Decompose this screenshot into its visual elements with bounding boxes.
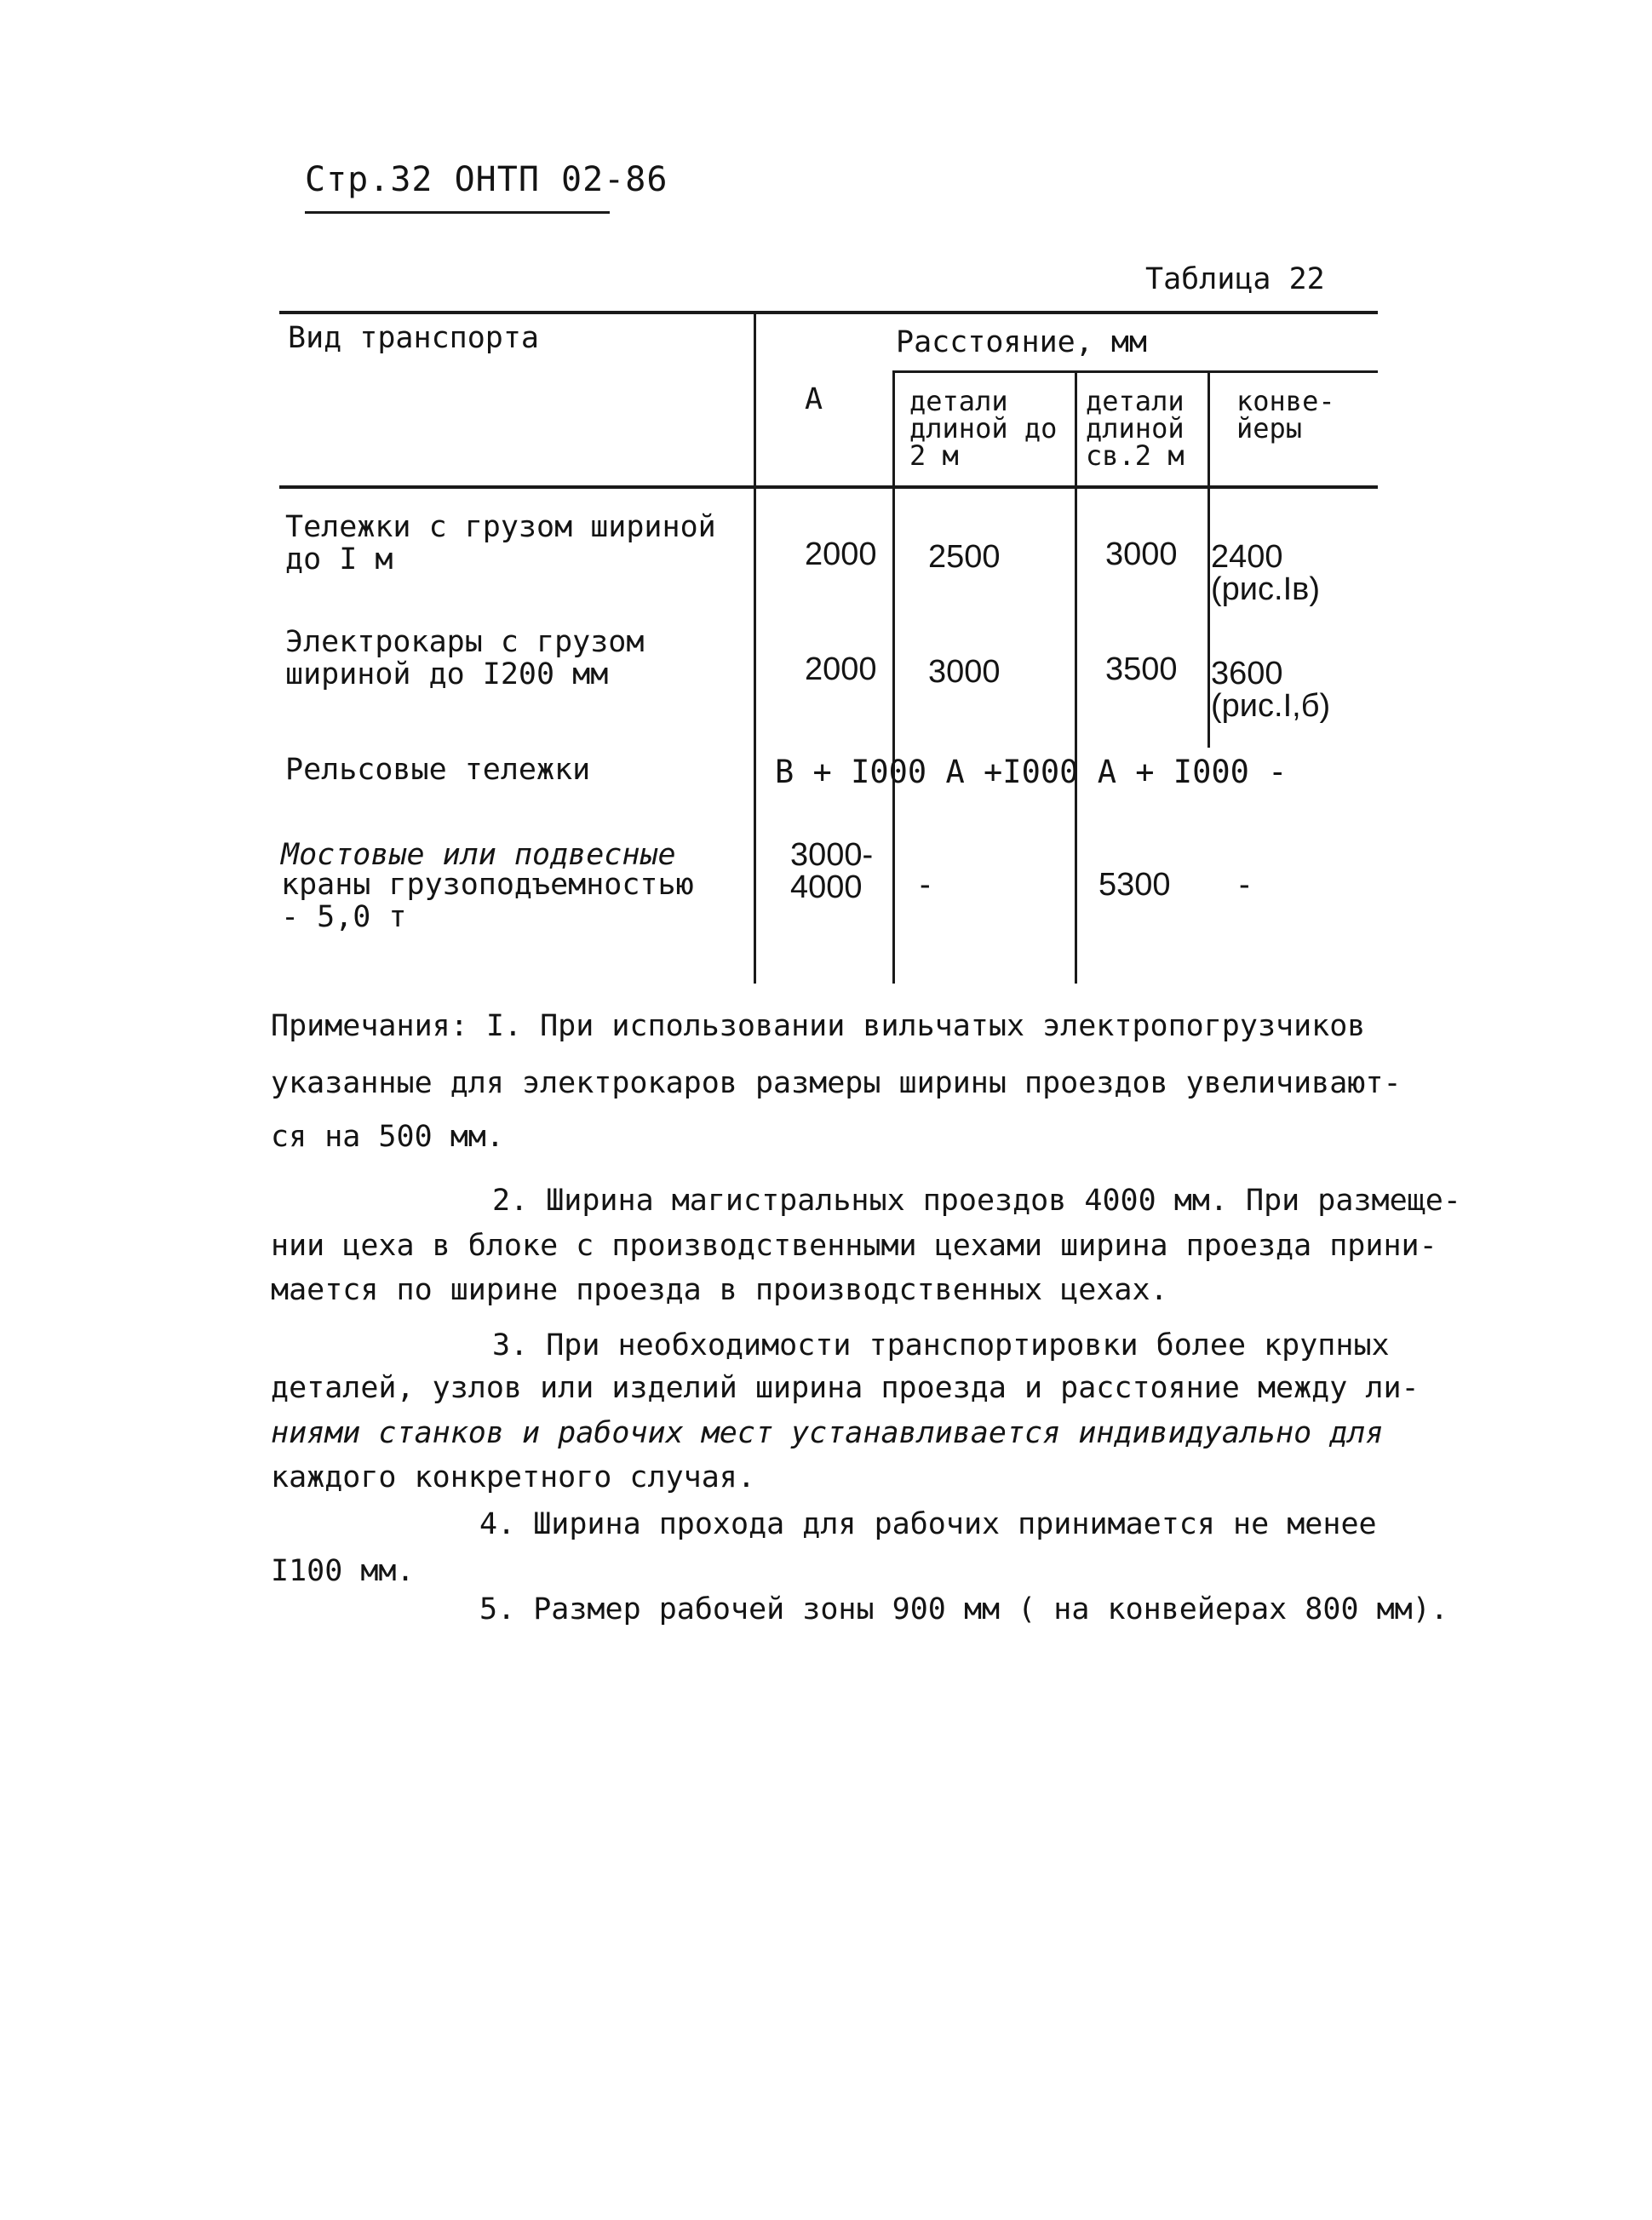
column-header-conveyors: конве- йеры <box>1236 385 1335 445</box>
column-header-distance: Расстояние, мм <box>896 325 1148 359</box>
note-line: ниями станков и рабочих мест устанавливается индивидуально для <box>271 1416 1384 1450</box>
note-line: ся на 500 мм. <box>271 1120 504 1154</box>
note-line: мается по ширине проезда в производственных цехах. <box>271 1273 1168 1307</box>
table-vline-2 <box>892 373 895 984</box>
table-vline-4 <box>1207 373 1210 748</box>
note-line: 5. Размер рабочей зоны 900 мм ( на конвейерах 800 мм). <box>479 1592 1448 1626</box>
note-line: Примечания: I. При использовании вильчатых электропогрузчиков <box>271 1009 1366 1043</box>
table-caption: Таблица 22 <box>1145 262 1325 296</box>
row-value-parts-long: 3000 <box>1105 536 1178 572</box>
row-value-a: 2000 <box>805 651 877 687</box>
column-header-a: А <box>805 382 823 416</box>
row-value-parts-long: 3500 <box>1105 651 1178 687</box>
table-top-rule <box>279 311 1378 314</box>
header-underline <box>305 211 610 214</box>
page-header: Стр.32 ОНТП 02-86 <box>305 160 668 199</box>
note-line: каждого конкретного случая. <box>271 1460 755 1494</box>
note-line: деталей, узлов или изделий ширина проезда и расстояние между ли- <box>271 1371 1420 1405</box>
column-header-parts-long: детали длиной св.2 м <box>1086 385 1185 472</box>
note-line: 2. Ширина магистральных проездов 4000 мм. При размеще- <box>492 1184 1461 1218</box>
row-name: Тележки с грузом шириной до I м <box>285 510 716 577</box>
row-name-italic: Мостовые или подвесные <box>281 838 676 872</box>
note-line: указанные для электрокаров размеры ширины проездов увеличивают- <box>271 1066 1402 1100</box>
note-line: нии цеха в блоке с производственными цехами ширина проезда прини- <box>271 1229 1437 1263</box>
row-name: краны грузоподъемностью - 5,0 т <box>281 868 694 934</box>
table-vline-3 <box>1075 373 1077 984</box>
row-value-parts-short: - <box>920 867 931 903</box>
distance-subheader-rule <box>892 370 1378 373</box>
row-value-a: 2000 <box>805 536 877 572</box>
column-header-parts-short: детали длиной до 2 м <box>909 385 1058 472</box>
row-value-conveyors: 3600 (рис.I,б) <box>1211 656 1331 724</box>
row-value-parts-short: 2500 <box>928 539 1001 575</box>
row-value-parts-long: 5300 <box>1098 867 1171 903</box>
column-header-transport: Вид транспорта <box>288 321 540 355</box>
row-name: Рельсовые тележки <box>285 753 591 787</box>
table-header-rule <box>279 485 1378 489</box>
table-vline-1 <box>754 311 756 984</box>
note-line: 4. Ширина прохода для рабочих принимается не менее <box>479 1507 1377 1541</box>
note-line: 3. При необходимости транспортировки более крупных <box>492 1328 1390 1362</box>
row-name: Электрокары с грузом шириной до I200 мм <box>285 625 645 691</box>
row-value-parts-short: 3000 <box>928 654 1001 690</box>
row-value-a: 3000- 4000 <box>790 837 874 905</box>
row-value-conveyors: - <box>1239 867 1250 903</box>
row-value-conveyors: 2400 (рис.Iв) <box>1211 539 1320 607</box>
note-line: I100 мм. <box>271 1554 415 1588</box>
row-formula: B + I000 A +I000 A + I000 - <box>775 754 1288 790</box>
